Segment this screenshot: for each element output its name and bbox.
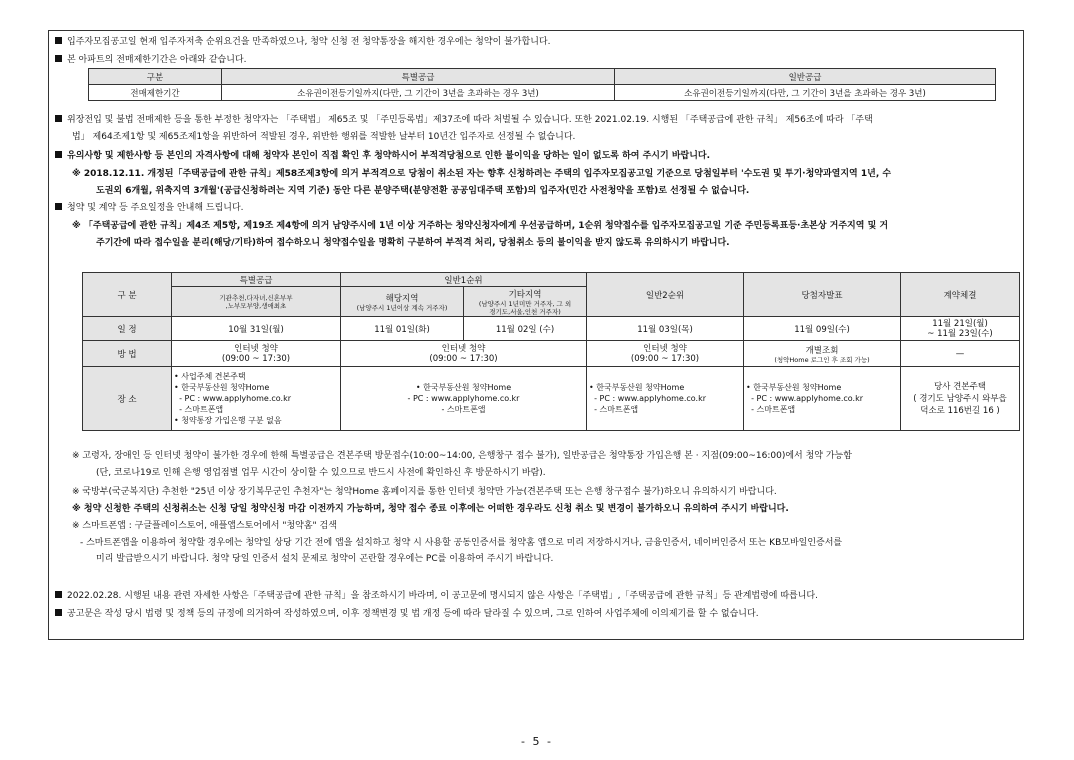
other-sub: (남양주시 1년미만 거주자, 그 외 경기도,서울,인천 거주자) <box>478 299 572 316</box>
place-item: • 청약통장 가입은행 구분 없음 <box>174 415 338 426</box>
table-cell: 11월 01일(화) <box>341 317 464 341</box>
place-item: • 사업주체 견본주택 <box>174 371 338 382</box>
header-cell: 일반2순위 <box>587 273 744 317</box>
header-cell: 구 분 <box>83 273 172 317</box>
place-item: • 한국부동산원 청약Home <box>174 382 338 393</box>
note-line: 본 아파트의 전매제한기간은 아래와 같습니다. <box>55 54 247 66</box>
header-cell: 구분 <box>89 69 222 85</box>
local-label: 해당지역 <box>385 293 419 304</box>
schedule-table <box>82 272 1020 431</box>
row-label: 일 정 <box>83 317 172 341</box>
note-line: 주기간에 따라 접수일을 분리(해당/기타)하여 접수하오니 청약접수일을 명확히 구분하여 부적격 처리, 당첨취소 등의 불이익을 받지 않도록 유의하시기 바랍니다. <box>96 238 730 248</box>
table-cell: 인터넷 청약 (09:00 ~ 17:30) <box>341 341 587 367</box>
note-line: 미리 발급받으시기 바랍니다. 청약 당일 인증서 설치 문제로 청약이 곤란할 경우에는 PC를 이용하여 주시기 바랍니다. <box>96 554 554 564</box>
table-cell: — <box>901 341 1020 367</box>
table-cell <box>172 367 341 431</box>
note-line: - 스마트폰앱을 이용하여 청약할 경우에는 청약일 상당 기간 전에 앱을 설치하고 청약 시 사용할 공동인증서를 청약홈 앱으로 미리 저장하시거나, 금융인증서, 네이버인증서 또는 KB모바일인증서를 <box>80 538 843 548</box>
table-cell: 소유권이전등기일까지(다만, 그 기간이 3년을 초과하는 경우 3년) <box>615 85 996 101</box>
other-label: 기타지역 <box>508 289 542 300</box>
square-bullet-icon <box>55 151 62 158</box>
square-bullet-icon <box>55 591 62 598</box>
table-cell: 11월 02일 (수) <box>464 317 587 341</box>
note-line: 위장전입 및 불법 전매제한 등을 통한 부정한 청약자는 「주택법」 제65조 및 「주민등록법」제37조에 따라 처벌될 수 있습니다. 또한 2021.02.19. 시행된 「주택공급에 관한 규칙」 제56조에 따라 「주택 <box>55 114 873 126</box>
square-bullet-icon <box>55 115 62 122</box>
row-label: 방 법 <box>83 341 172 367</box>
square-bullet-icon <box>55 37 62 44</box>
header-subcell <box>341 287 464 317</box>
resale-table <box>88 68 996 101</box>
square-bullet-icon <box>55 203 62 210</box>
method-winner-sub: (청약Home 로그인 후 조회 가능) <box>774 355 870 364</box>
table-cell <box>587 367 744 431</box>
place-item: - PC : www.applyhome.co.kr <box>746 394 863 403</box>
table-cell: 소유권이전등기일까지(다만, 그 기간이 3년을 초과하는 경우 3년) <box>222 85 615 101</box>
header-subcell: 기관추천,다자녀,신혼부부 ,노부모부양,생애최초 <box>172 287 341 317</box>
page-number: - 5 - <box>521 735 553 748</box>
place-item: - 스마트폰앱 <box>589 405 639 414</box>
header-cell: 당첨자발표 <box>744 273 901 317</box>
note-line: ※ 국방부(국군복지단) 추천한 "25년 이상 장기복무군인 추천자"는 청약Home 홈페이지를 통한 인터넷 청약만 가능(견본주택 또는 은행 창구접수 불가)하오니 유의하시기 바랍니다. <box>72 487 777 497</box>
place-item: - 스마트폰앱 <box>746 405 796 414</box>
table-cell: 10월 31일(월) <box>172 317 341 341</box>
table-cell <box>744 367 901 431</box>
row-label: 전매제한기간 <box>89 85 222 101</box>
table-cell: 인터넷 청약 (09:00 ~ 17:30) <box>172 341 341 367</box>
square-bullet-icon <box>55 55 62 62</box>
header-subcell <box>464 287 587 317</box>
method-winner: 개별조회 <box>805 345 839 356</box>
note-line: ※ 스마트폰앱 : 구글플레이스토어, 애플앱스토어에서 "청약홈" 검색 <box>72 521 337 531</box>
note-line: 유의사항 및 제한사항 등 본인의 자격사항에 대해 청약자 본인이 직접 확인 후 청약하시어 부적격당첨으로 인한 불이익을 당하는 일이 없도록 하여 주시기 바랍니다. <box>55 150 710 162</box>
note-line: ※ 「주택공급에 관한 규칙」제4조 제5항, 제19조 제4항에 의거 남양주시에 1년 이상 거주하는 청약신청자에게 우선공급하며, 1순위 청약접수를 입주자모집공고일 기준 주민등록표등·초본상 거주지역 및 거 <box>72 221 889 231</box>
note-line: 2022.02.28. 시행된 내용 관련 자세한 사항은「주택공급에 관한 규칙」을 참조하시기 바라며, 이 공고문에 명시되지 않은 사항은「주택법」,「주택공급에 관한 규칙」등 관계법령에 따릅니다. <box>55 590 818 602</box>
local-sub: (남양주시 1년이상 계속 거주자) <box>356 303 448 312</box>
note-line: ※ 청약 신청한 주택의 신청취소는 신청 당일 청약신청 마감 이전까지 가능하며, 청약 접수 종료 이후에는 어떠한 경우라도 신청 취소 및 변경이 불가하오니 유의하여 주시기 바랍니다. <box>72 504 789 514</box>
note-line: ※ 2018.12.11. 개정된「주택공급에 관한 규칙」제58조제3항에 의거 부적격으로 당첨이 취소된 자는 향후 신청하려는 주택의 입주자모집공고일 기준으로 당첨일부터 '수도권 및 투기·청약과열지역 1년, 수 <box>72 169 892 179</box>
table-cell: 11월 09일(수) <box>744 317 901 341</box>
place-item: - PC : www.applyhome.co.kr <box>407 394 520 403</box>
note-line: (단, 코로나19로 인해 은행 영업점별 업무 시간이 상이할 수 있으므로 반드시 사전에 확인하신 후 방문하시기 바람). <box>96 468 546 478</box>
note-line: 청약 및 계약 등 주요일정을 안내해 드립니다. <box>55 202 244 214</box>
note-line: 입주자모집공고일 현재 입주자저축 순위요건을 만족하였으나, 청약 신청 전 청약통장을 해지한 경우에는 청약이 불가합니다. <box>55 36 550 48</box>
place-item: - 스마트폰앱 <box>174 405 224 414</box>
note-line: ※ 고령자, 장애인 등 인터넷 청약이 불가한 경우에 한해 특별공급은 견본주택 방문접수(10:00~14:00, 은행창구 접수 불가), 일반공급은 청약통장 가입은행 본 · 지점(09:00~16:00)에서 청약 가능함 <box>72 451 852 461</box>
note-line: 도권외 6개월, 위축지역 3개월'(공급신청하려는 지역 기준) 동안 다른 분양주택(분양전환 공공임대주택 포함)의 입주자(민간 사전청약을 포함)로 선정될 수 없습니다. <box>96 186 750 196</box>
header-cell: 일반공급 <box>615 69 996 85</box>
place-item: • 한국부동산원 청약Home <box>343 382 584 393</box>
note-line: 법」 제64조제1항 및 제65조제1항을 위반하여 적발된 경우, 위반한 행위를 적발한 날부터 10년간 입주자로 선정될 수 없습니다. <box>72 132 576 142</box>
table-cell: 11월 21일(월) ~ 11월 23일(수) <box>901 317 1020 341</box>
place-item: - 스마트폰앱 <box>441 405 486 414</box>
table-cell: 인터넷 청약 (09:00 ~ 17:30) <box>587 341 744 367</box>
header-cell: 특별공급 <box>222 69 615 85</box>
table-cell: 11월 03일(목) <box>587 317 744 341</box>
note-line: 공고문은 작성 당시 법령 및 정책 등의 규정에 의거하여 작성하였으며, 이후 정책변경 및 법 개정 등에 따라 달라질 수 있으며, 그로 인하여 사업주체에 이의제기를 할 수 없습니다. <box>55 608 759 620</box>
table-cell <box>744 341 901 367</box>
place-item: - PC : www.applyhome.co.kr <box>589 394 706 403</box>
place-item: • 한국부동산원 청약Home <box>746 382 898 393</box>
square-bullet-icon <box>55 609 62 616</box>
table-cell: 당사 견본주택 ( 경기도 남양주시 와부읍 덕소로 116번길 16 ) <box>901 367 1020 431</box>
header-cell: 특별공급 <box>172 273 341 287</box>
place-item: • 한국부동산원 청약Home <box>589 382 741 393</box>
header-cell: 계약체결 <box>901 273 1020 317</box>
row-label: 장 소 <box>83 367 172 431</box>
table-cell <box>341 367 587 431</box>
place-item: - PC : www.applyhome.co.kr <box>174 394 291 403</box>
header-cell: 일반1순위 <box>341 273 587 287</box>
